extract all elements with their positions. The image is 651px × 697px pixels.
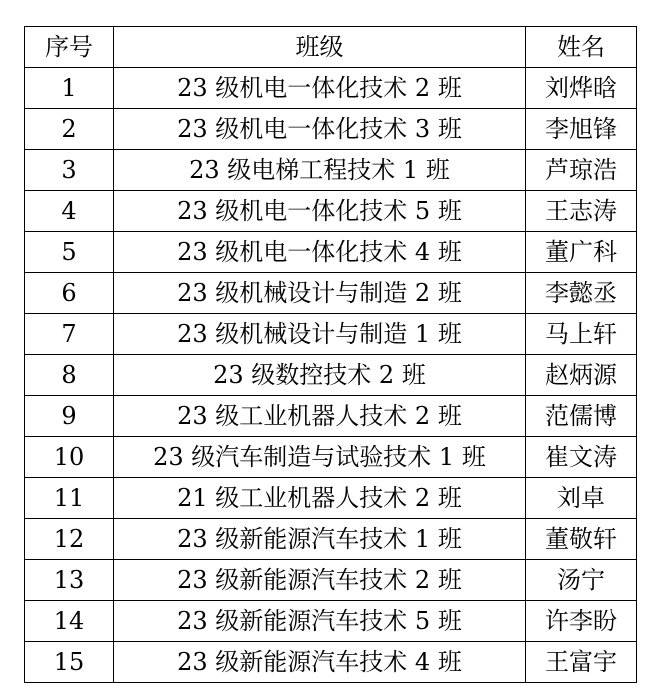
table-row [25,150,637,191]
row-name: 刘烨晗 [526,68,637,109]
row-class: 23 级汽车制造与试验技术 1 班 [114,437,526,478]
row-class: 23 级新能源汽车技术 5 班 [114,601,526,642]
row-class: 23 级机电一体化技术 3 班 [114,109,526,150]
row-class: 21 级工业机器人技术 2 班 [114,478,526,519]
row-class: 23 级新能源汽车技术 4 班 [114,642,526,683]
table-row [25,232,637,273]
table-row [25,437,637,478]
row-name: 许李盼 [526,601,637,642]
row-name: 芦琼浩 [526,150,637,191]
row-class: 23 级机电一体化技术 5 班 [114,191,526,232]
row-name: 赵炳源 [526,355,637,396]
roster-body [25,68,637,683]
table-row [25,560,637,601]
row-class: 23 级机电一体化技术 4 班 [114,232,526,273]
table-row [25,642,637,683]
row-name: 董广科 [526,232,637,273]
row-index: 5 [25,232,114,273]
row-index: 12 [25,519,114,560]
row-class: 23 级电梯工程技术 1 班 [114,150,526,191]
table-row [25,68,637,109]
row-index: 2 [25,109,114,150]
row-name: 崔文涛 [526,437,637,478]
row-index: 9 [25,396,114,437]
row-index: 10 [25,437,114,478]
row-name: 李旭锋 [526,109,637,150]
row-index: 14 [25,601,114,642]
header-name: 姓名 [526,27,637,68]
table-row [25,519,637,560]
row-name: 汤宁 [526,560,637,601]
row-name: 王志涛 [526,191,637,232]
header-row [25,27,637,68]
row-class: 23 级机械设计与制造 1 班 [114,314,526,355]
roster-table [24,26,637,683]
row-name: 马上轩 [526,314,637,355]
row-class: 23 级工业机器人技术 2 班 [114,396,526,437]
row-class: 23 级机械设计与制造 2 班 [114,273,526,314]
row-index: 1 [25,68,114,109]
table-row [25,478,637,519]
row-class: 23 级数控技术 2 班 [114,355,526,396]
row-index: 4 [25,191,114,232]
table-row [25,109,637,150]
row-index: 3 [25,150,114,191]
row-index: 8 [25,355,114,396]
row-index: 13 [25,560,114,601]
row-index: 6 [25,273,114,314]
header-index: 序号 [25,27,114,68]
table-row [25,355,637,396]
row-class: 23 级新能源汽车技术 2 班 [114,560,526,601]
table-row [25,396,637,437]
row-class: 23 级新能源汽车技术 1 班 [114,519,526,560]
table-row [25,191,637,232]
row-name: 范儒博 [526,396,637,437]
row-class: 23 级机电一体化技术 2 班 [114,68,526,109]
table-row [25,273,637,314]
row-name: 董敬轩 [526,519,637,560]
table-row [25,601,637,642]
row-index: 7 [25,314,114,355]
row-index: 11 [25,478,114,519]
header-class: 班级 [114,27,526,68]
row-name: 王富宇 [526,642,637,683]
row-name: 刘卓 [526,478,637,519]
row-name: 李懿丞 [526,273,637,314]
table-row [25,314,637,355]
row-index: 15 [25,642,114,683]
